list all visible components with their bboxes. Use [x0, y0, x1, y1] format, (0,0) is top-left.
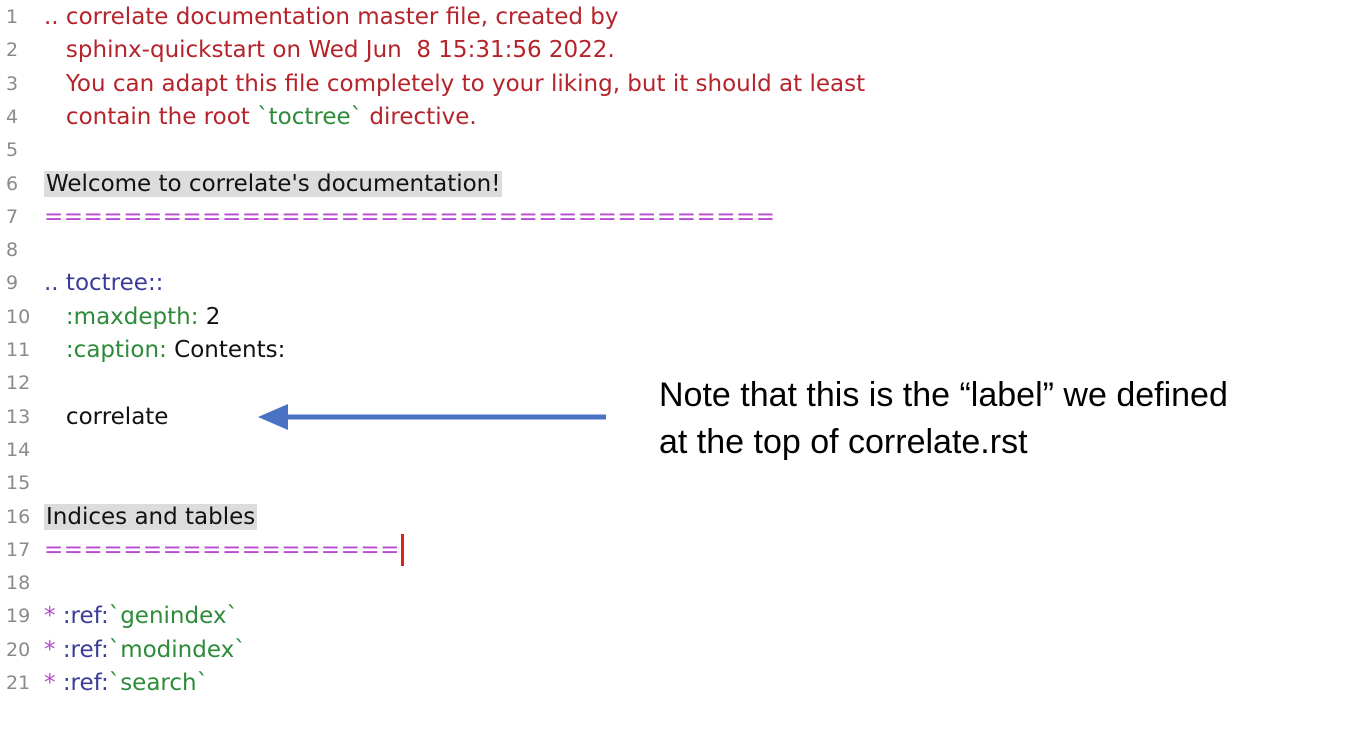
token-comment: sphinx-quickstart on Wed Jun 8 15:31:56 2022.: [44, 37, 615, 64]
token-role: :ref:: [62, 603, 109, 630]
token-comment: .. correlate documentation master file, created by: [44, 4, 619, 30]
line-number: 5: [6, 139, 19, 162]
line-text[interactable]: [44, 301, 220, 333]
token-comment: directive.: [362, 103, 477, 130]
token-comment: You can adapt this file completely to your liking, but it should at least: [44, 70, 866, 97]
token-bullet: *: [44, 603, 63, 630]
line-number: 9: [6, 272, 19, 295]
line-number: 15: [6, 472, 31, 495]
line-text[interactable]: [44, 334, 285, 366]
token-tick-green: `genindex`: [108, 603, 238, 630]
line-text[interactable]: [44, 600, 238, 632]
line-number: 10: [6, 305, 31, 328]
line-number: 6: [6, 172, 19, 195]
line-number: 14: [6, 438, 31, 461]
token-heading: Welcome to correlate's documentation!: [46, 170, 501, 197]
line-number: 21: [6, 672, 31, 694]
line-text[interactable]: [44, 34, 615, 66]
token-tick-green: `toctree`: [257, 103, 363, 130]
token-heading: Indices and tables: [46, 503, 256, 530]
line-number: 16: [6, 505, 31, 528]
token-tick-green: `search`: [108, 670, 209, 696]
line-number: 8: [6, 239, 19, 262]
line-text[interactable]: [44, 168, 502, 200]
line-number: 19: [6, 605, 31, 628]
token-directive: .. toctree::: [44, 270, 164, 297]
token-value: 2: [198, 303, 221, 330]
token-tick-green: `modindex`: [108, 636, 246, 663]
line-number: 3: [6, 72, 19, 95]
annotation-line-1: Note that this is the “label” we defined: [659, 376, 1228, 414]
left-arrow-icon: [250, 398, 610, 438]
line-number: 17: [6, 538, 31, 561]
line-text[interactable]: [44, 68, 865, 100]
token-comment: contain the root: [44, 103, 258, 130]
token-option: :maxdepth:: [44, 303, 199, 330]
line-number: 18: [6, 572, 31, 595]
line-number: 4: [6, 105, 19, 128]
line-text[interactable]: [44, 101, 477, 133]
line-text[interactable]: [44, 634, 246, 666]
token-bullet: *: [44, 670, 63, 696]
line-number: 2: [6, 39, 19, 62]
line-text[interactable]: [44, 534, 404, 566]
annotation-note: [659, 372, 1349, 466]
line-text[interactable]: [44, 667, 208, 699]
line-number: 1: [6, 6, 19, 28]
line-number: 11: [6, 339, 31, 361]
token-bullet: *: [44, 636, 63, 663]
token-plain: correlate: [44, 403, 169, 430]
line-number: 13: [6, 405, 31, 428]
line-text[interactable]: [44, 201, 776, 233]
token-value: Contents:: [166, 337, 286, 363]
line-text[interactable]: [44, 1, 618, 33]
annotation-line-2: at the top of correlate.rst: [659, 423, 1028, 461]
line-text[interactable]: [44, 401, 168, 433]
line-text[interactable]: [44, 501, 257, 533]
line-number: 20: [6, 638, 31, 661]
token-underline: =====================================: [44, 203, 776, 230]
token-role: :ref:: [62, 670, 109, 696]
token-underline: ==================: [44, 536, 400, 563]
line-text[interactable]: [44, 267, 163, 299]
token-role: :ref:: [62, 636, 109, 663]
line-number: 12: [6, 372, 31, 395]
line-number: 7: [6, 205, 19, 228]
token-option: :caption:: [44, 337, 167, 363]
text-cursor: [401, 534, 404, 566]
